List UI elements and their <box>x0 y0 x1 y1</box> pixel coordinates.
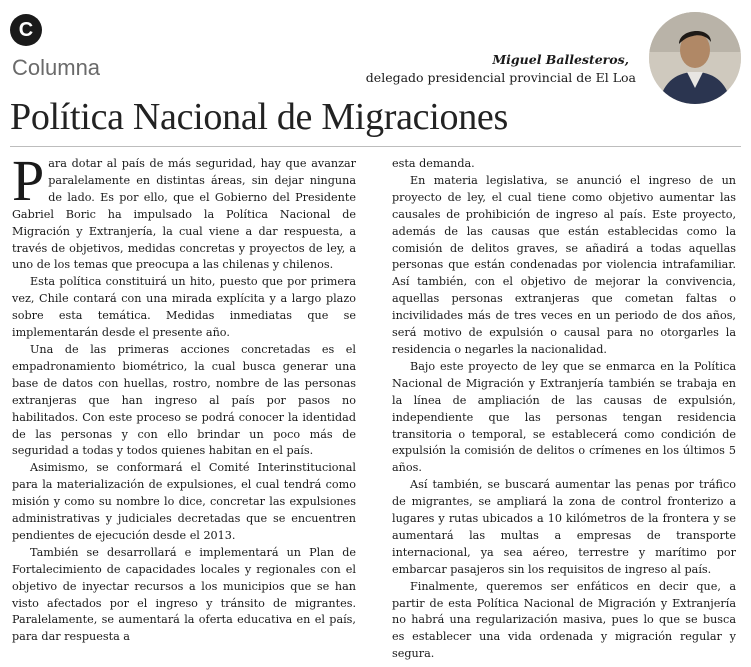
paragraph <box>12 148 356 274</box>
paragraph: Esta política constituirá un hito, puesto que por primera vez, Chile contará con una mirada explícita y a largo plazo sobre esta temática. Medidas inmediatas que se implementarán desde el presente año. <box>12 275 356 340</box>
paragraph: Finalmente, queremos ser enfáticos en decir que, a partir de esta Política Nacional de Migración y Extranjería no habrá una regularización masiva, pues lo que se busca es establecer una vida ordenada y migración regular y segura. <box>392 579 736 661</box>
paragraph: Bajo este proyecto de ley que se enmarca en la Política Nacional de Migración y Extranjería también se trabaja en la línea de ampliación de las causas de expulsión, independiente que las personas tengan residencia transitoria o temporal, se establecerá como condición de expulsión la comisión de delitos o crímenes en los últimos 5 años. <box>392 359 736 475</box>
author-role: delegado presidencial provincial de El Loa <box>365 70 636 85</box>
article-title: Política Nacional de Migraciones <box>10 96 508 138</box>
title-divider <box>10 146 741 147</box>
author-photo <box>649 12 741 104</box>
author-portrait-image <box>649 12 741 104</box>
paragraph: Una de las primeras acciones concretadas es el empadronamiento biométrico, la cual busca generar una base de datos con huellas, rostro, nombre de las personas extranjeras que han ingreso al país por pasos no habilitados. Con este proceso se podrá conocer la identidad de las personas y con ello brindar un poco más de seguridad a todas y todos quienes habitan en el país. <box>12 342 356 458</box>
column-badge: C <box>10 14 42 46</box>
section-label: Columna <box>12 55 101 80</box>
paragraph-text: ara dotar al país de más seguridad, hay que avanzar paralelamente en distintas áreas, sin dejar ninguna de lado. Es por ello, que el Gobierno del Presidente Gabriel Boric ha impulsado la Política Nacional de Migración y Extranjería, la cual viene a dar respuesta, a través de objetivos, medidas concretas y proyectos de ley, a uno de los temas que preocupa a las chilenas y chilenos. <box>12 157 356 272</box>
author-name: Miguel Ballesteros, <box>492 52 629 67</box>
paragraph: También se desarrollará e implementará un Plan de Fortalecimiento de capacidades locales y regionales con el objetivo de inyectar recursos a los municipios que se han visto afectados por el ingreso y tránsito de migrantes. Paralelamente, se aumentará la oferta educativa en el país, para dar respuesta a <box>12 545 356 644</box>
article-column-right <box>392 156 736 663</box>
article-column-left <box>12 148 356 646</box>
drop-cap: P <box>12 148 45 213</box>
paragraph: En materia legislativa, se anunció el ingreso de un proyecto de ley, el cual tiene como objetivo aumentar las causales de prohibición de ingreso al país. Este proyecto, además de las causas que están establecidas como la comisión de delitos graves, se añadirá a todas aquellas personas que están condenadas por violencia intrafamiliar. Así también, con el objetivo de mejorar la convivencia, aquellas personas extranjeras que cometan faltas o incivilidades más de tres veces en un periodo de dos años, será motivo de expulsión o causal para no otorgarles la residencia o negarles la nacionalidad. <box>392 173 736 356</box>
paragraph: esta demanda. <box>392 157 475 170</box>
paragraph: Asimismo, se conformará el Comité Interinstitucional para la materialización de expulsiones, el cual tendrá como misión y como su nombre lo dice, concretar las expulsiones administrativas y judiciales decretadas que se encuentren pendientes de ejecución desde el 2013. <box>12 461 356 542</box>
paragraph: Así también, se buscará aumentar las penas por tráfico de migrantes, se ampliará la zona de control fronterizo a lugares y rutas ubicados a 10 kilómetros de la frontera y se aumentará las multas a empresas de transporte internacional, ya sea aéreo, terrestre y marítimo por embarcar pasajeros sin los requisitos de ingreso al país. <box>392 478 736 576</box>
